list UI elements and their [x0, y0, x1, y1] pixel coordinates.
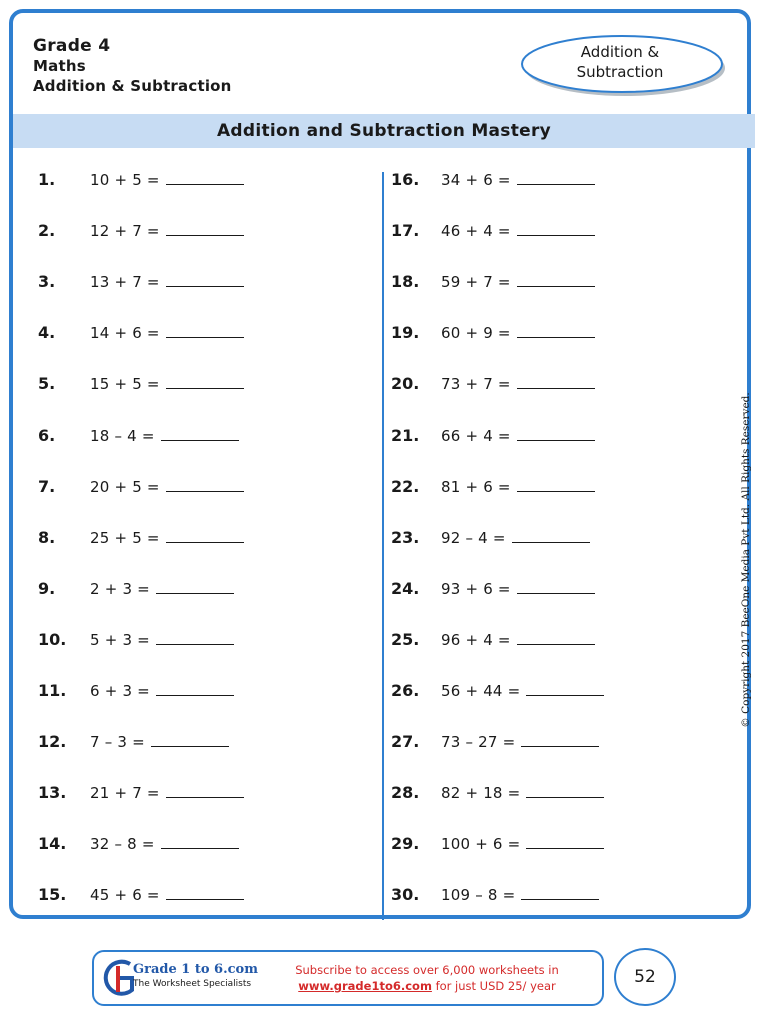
problem-item [38, 834, 239, 860]
problem-expression: 21 + 7 = [90, 784, 160, 803]
logo-title: Grade 1 to 6.com [133, 962, 258, 977]
problem-expression: 5 + 3 = [90, 630, 150, 649]
problem-number: 14. [38, 834, 67, 854]
answer-blank[interactable] [166, 272, 244, 287]
answer-blank[interactable] [166, 783, 244, 798]
problem-expression: 73 + 7 = [441, 375, 511, 394]
problem-item [391, 426, 595, 452]
problem-number: 17. [391, 221, 420, 241]
answer-blank[interactable] [517, 426, 595, 441]
answer-blank[interactable] [526, 834, 604, 849]
problem-expression: 14 + 6 = [90, 324, 160, 343]
problem-item [391, 630, 595, 656]
problem-number: 21. [391, 425, 420, 445]
answer-blank[interactable] [521, 885, 599, 900]
problem-number: 22. [391, 476, 420, 496]
problem-expression: 34 + 6 = [441, 171, 511, 189]
problem-number: 19. [391, 323, 420, 343]
answer-blank[interactable] [517, 170, 595, 185]
problem-item [38, 221, 244, 247]
problem-item [391, 885, 599, 911]
problem-number: 4. [38, 323, 56, 343]
column-divider [382, 172, 384, 920]
problem-item [391, 528, 590, 554]
promo-line-1: Subscribe to access over 6,000 worksheets in [295, 963, 559, 977]
problem-expression: 25 + 5 = [90, 528, 160, 547]
problem-number: 13. [38, 783, 67, 803]
problem-item [391, 477, 595, 503]
problem-expression: 18 – 4 = [90, 426, 155, 445]
answer-blank[interactable] [161, 426, 239, 441]
problem-number: 2. [38, 221, 56, 241]
problem-item [38, 477, 244, 503]
problem-expression: 73 – 27 = [441, 733, 516, 752]
logo-subtitle: The Worksheet Specialists [133, 979, 252, 989]
problem-expression: 59 + 7 = [441, 273, 511, 292]
problem-expression: 6 + 3 = [90, 682, 150, 700]
answer-blank[interactable] [161, 834, 239, 849]
problem-expression: 45 + 6 = [90, 886, 160, 905]
problem-expression: 81 + 6 = [441, 477, 511, 496]
problem-item [391, 579, 595, 605]
answer-blank[interactable] [156, 579, 234, 594]
subject-label: Maths [33, 57, 86, 75]
problem-item [38, 528, 244, 554]
problem-number: 29. [391, 834, 420, 854]
problem-item [38, 272, 244, 298]
topic-label: Addition & Subtraction [33, 77, 232, 95]
problem-item [38, 579, 234, 605]
problem-number: 1. [38, 170, 56, 189]
promo-price: for just USD 25/ year [431, 979, 556, 993]
problem-expression: 60 + 9 = [441, 324, 511, 343]
answer-blank[interactable] [166, 885, 244, 900]
problem-item [38, 323, 244, 349]
topic-cloud-badge [520, 34, 730, 98]
problem-item [38, 374, 244, 400]
answer-blank[interactable] [166, 477, 244, 492]
problem-expression: 92 – 4 = [441, 528, 506, 547]
answer-blank[interactable] [521, 732, 599, 747]
answer-blank[interactable] [517, 630, 595, 645]
problem-expression: 2 + 3 = [90, 579, 150, 598]
subscription-promo [262, 962, 592, 994]
problem-expression: 15 + 5 = [90, 375, 160, 394]
answer-blank[interactable] [166, 374, 244, 389]
problem-expression: 32 – 8 = [90, 835, 155, 854]
problem-number: 20. [391, 374, 420, 394]
answer-blank[interactable] [166, 323, 244, 338]
problem-number: 16. [391, 170, 420, 189]
problem-item [38, 170, 244, 196]
problem-expression: 20 + 5 = [90, 477, 160, 496]
grade-label: Grade 4 [33, 36, 111, 56]
problem-item [391, 272, 595, 298]
problem-number: 11. [38, 681, 67, 700]
problem-expression: 109 – 8 = [441, 886, 516, 905]
problem-item [38, 885, 244, 911]
problem-item [391, 170, 595, 196]
problem-item [38, 732, 229, 758]
answer-blank[interactable] [156, 630, 234, 645]
problem-number: 6. [38, 425, 56, 445]
problem-expression: 82 + 18 = [441, 784, 521, 803]
problem-expression: 46 + 4 = [441, 222, 511, 241]
page-number: 52 [614, 948, 676, 1006]
problem-number: 10. [38, 629, 67, 649]
answer-blank[interactable] [151, 732, 229, 747]
problem-number: 26. [391, 681, 420, 700]
problem-expression: 100 + 6 = [441, 835, 521, 854]
answer-blank[interactable] [526, 681, 604, 696]
problem-item [391, 681, 604, 707]
problem-expression: 13 + 7 = [90, 273, 160, 292]
answer-blank[interactable] [517, 272, 595, 287]
answer-blank[interactable] [517, 579, 595, 594]
problem-number: 27. [391, 732, 420, 752]
problem-number: 15. [38, 885, 67, 905]
answer-blank[interactable] [166, 170, 244, 185]
problem-item [38, 426, 239, 452]
problem-item [38, 630, 234, 656]
problem-number: 3. [38, 272, 56, 292]
problem-expression: 56 + 44 = [441, 682, 521, 700]
answer-blank[interactable] [166, 221, 244, 236]
problem-expression: 93 + 6 = [441, 579, 511, 598]
problem-item [38, 681, 234, 707]
problem-item [391, 323, 595, 349]
answer-blank[interactable] [517, 374, 595, 389]
answer-blank[interactable] [156, 681, 234, 696]
promo-line-2 [262, 978, 592, 994]
problem-expression: 66 + 4 = [441, 426, 511, 445]
problem-item [391, 783, 604, 809]
problem-item [391, 732, 599, 758]
problem-number: 5. [38, 374, 56, 394]
answer-blank[interactable] [166, 528, 244, 543]
problem-expression: 96 + 4 = [441, 630, 511, 649]
answer-blank[interactable] [512, 528, 590, 543]
problem-expression: 7 – 3 = [90, 733, 145, 752]
answer-blank[interactable] [517, 477, 595, 492]
problem-number: 8. [38, 527, 56, 547]
worksheet-header [33, 36, 232, 96]
problem-expression: 12 + 7 = [90, 222, 160, 241]
answer-blank[interactable] [517, 323, 595, 338]
problem-item [38, 783, 244, 809]
worksheet-title: Addition and Subtraction Mastery [13, 114, 755, 148]
problem-number: 23. [391, 527, 420, 547]
problem-number: 7. [38, 476, 56, 496]
problem-item [391, 221, 595, 247]
problem-number: 24. [391, 578, 420, 598]
problem-item [391, 834, 604, 860]
problem-number: 18. [391, 272, 420, 292]
problem-number: 12. [38, 732, 67, 752]
copyright-notice: © Copyright 2017 BeeOne Media Pvt Ltd. All Rights Reserved. [740, 392, 752, 728]
problem-number: 25. [391, 629, 420, 649]
problem-expression: 10 + 5 = [90, 171, 160, 189]
problem-number: 28. [391, 783, 420, 803]
problem-item [391, 374, 595, 400]
problem-number: 9. [38, 578, 56, 598]
cloud-line-2: Subtraction [576, 63, 664, 81]
answer-blank[interactable] [517, 221, 595, 236]
problem-number: 30. [391, 885, 420, 905]
answer-blank[interactable] [526, 783, 604, 798]
cloud-line-1: Addition & [580, 43, 660, 61]
website-link[interactable]: www.grade1to6.com [298, 979, 432, 993]
